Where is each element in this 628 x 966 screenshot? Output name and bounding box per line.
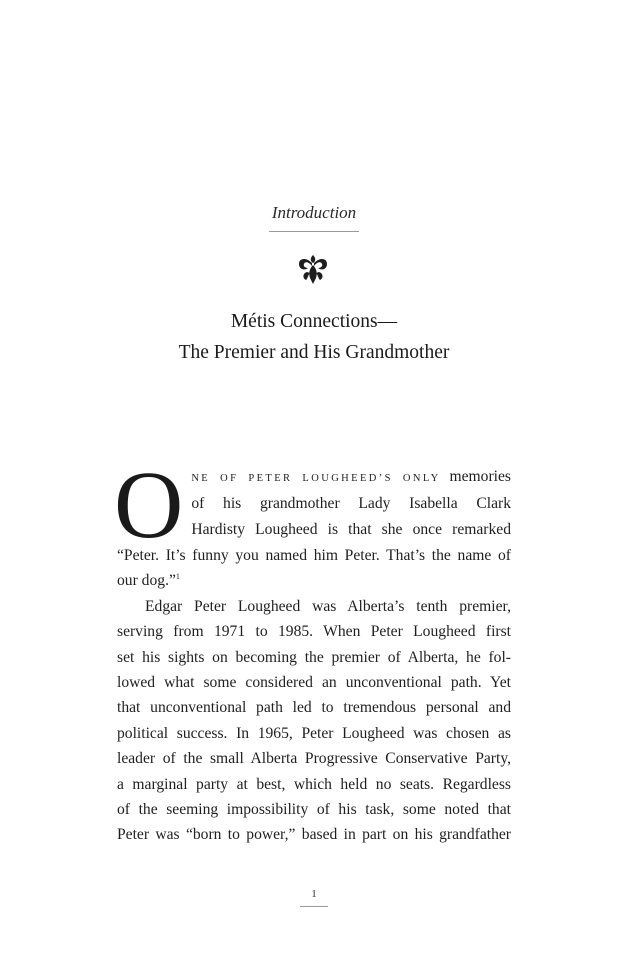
paragraph-1-line-1: NE OF PETER LOUGHEED’S ONLY memories	[191, 468, 511, 485]
paragraph-2-line-5: that unconventional path led to tremendous personal and	[117, 699, 511, 717]
paragraph-2-line-3: set his sights on becoming the premier of Alberta, he fol-	[117, 648, 511, 666]
paragraph-2-line-2: serving from 1971 to 1985. When Peter Lougheed first	[117, 623, 511, 641]
paragraph-2-line-10: Peter was “born to power,” based in part on his grandfather	[117, 826, 511, 844]
paragraph-1-line-3: Hardisty Lougheed is that she once remarked	[191, 520, 511, 538]
chapter-title-line-1: Métis Connections—	[230, 311, 398, 332]
paragraph-2-line-7: leader of the small Alberta Progressive Conservative Party,	[117, 750, 511, 768]
chapter-label: Introduction	[271, 203, 357, 222]
drop-cap: O	[114, 451, 184, 558]
page-number-rule	[300, 906, 328, 907]
footnote-marker[interactable]: 1	[175, 572, 180, 582]
page-number: 1	[311, 888, 317, 900]
paragraph-2-line-6: political success. In 1965, Peter Lougheed was chosen as	[117, 724, 511, 742]
chapter-title-line-2: The Premier and His Grandmother	[178, 342, 450, 363]
paragraph-2-line-4: lowed what some considered an unconventional path. Yet	[117, 674, 511, 692]
paragraph-1-line-4: “Peter. It’s funny you named him Peter. That’s the name of	[117, 547, 511, 564]
paragraph-2-line-9: of the seeming impossibility of his task, some noted that	[117, 801, 511, 819]
body-text	[114, 451, 511, 848]
paragraph-2-line-1: Edgar Peter Lougheed was Alberta’s tenth premier,	[145, 597, 511, 615]
paragraph-1-line-2: of his grandmother Lady Isabella Clark	[191, 495, 511, 513]
fleuron-icon	[295, 251, 331, 287]
chapter-title	[0, 306, 628, 368]
paragraph-1-line-5: our dog.”$^1$	[117, 572, 180, 590]
lead-small-caps: NE OF PETER LOUGHEED’S ONLY	[191, 473, 441, 484]
chapter-label-rule	[269, 231, 359, 232]
paragraph-2-line-8: a marginal party at best, which held no seats. Regardless	[117, 775, 511, 793]
